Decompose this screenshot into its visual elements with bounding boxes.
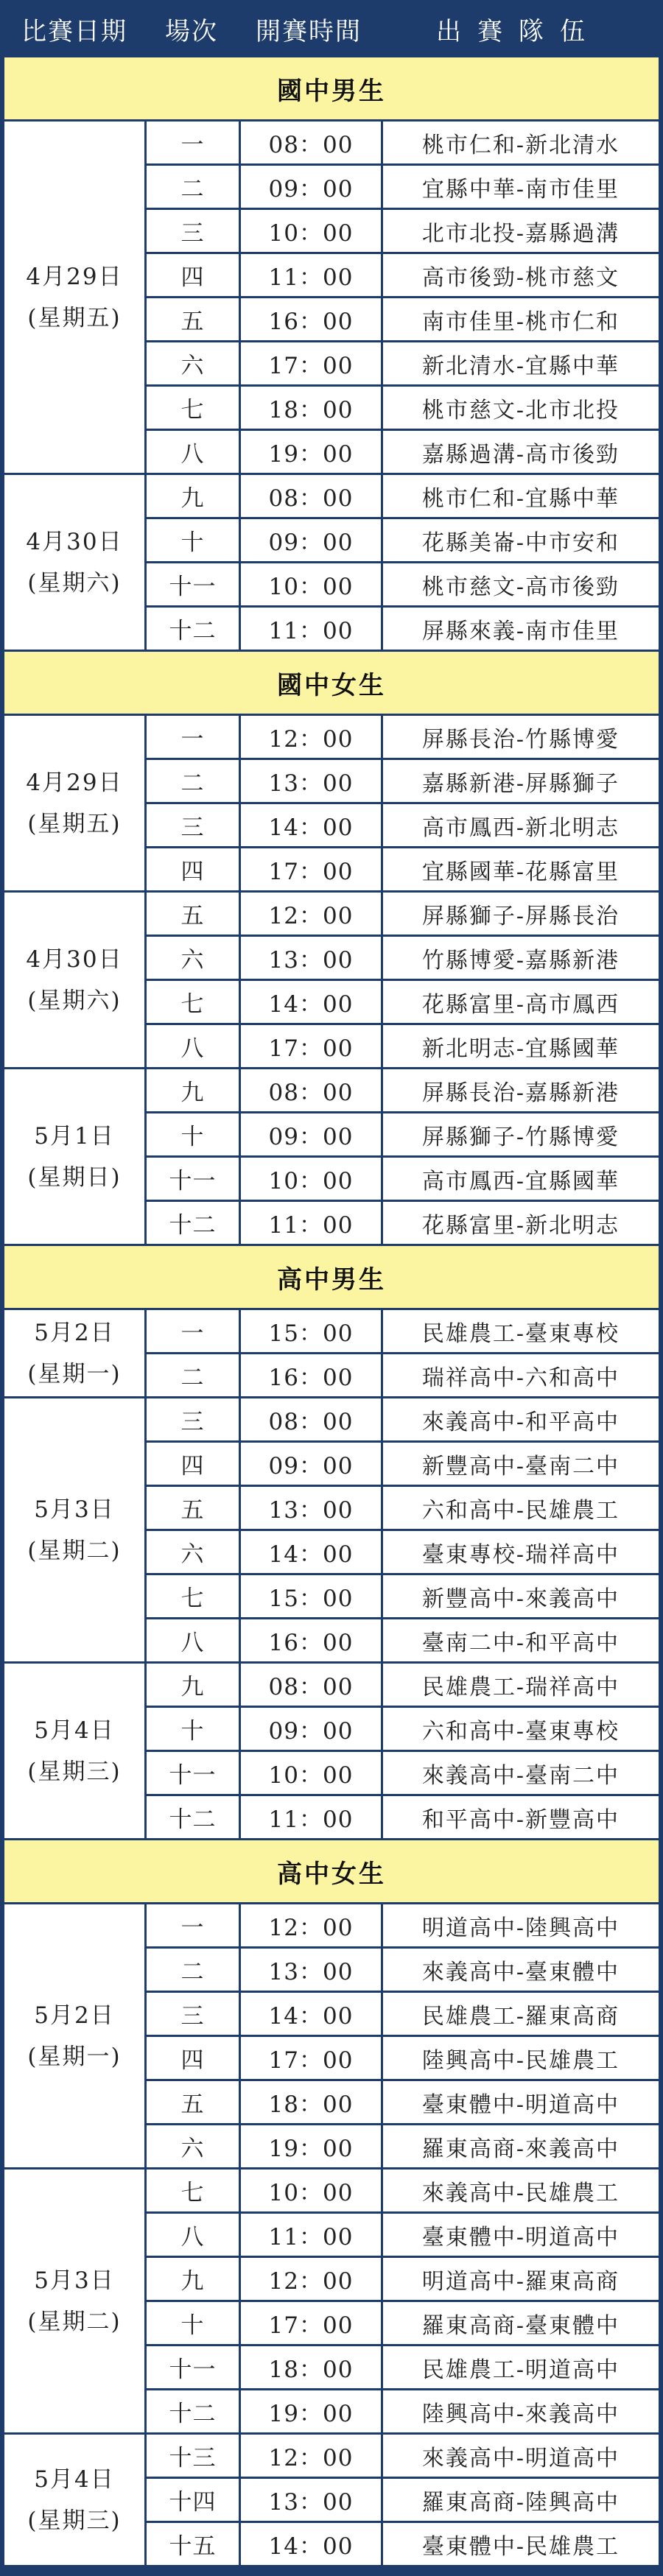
- game-time: 19：00: [241, 2390, 381, 2432]
- day-label: [4, 475, 144, 650]
- game-round: 九: [147, 1664, 239, 1706]
- day-weekday: (星期五): [27, 810, 122, 837]
- game-teams: 花縣美崙-中市安和: [383, 519, 659, 561]
- day-date: 5月1日: [34, 1122, 115, 1150]
- game-rows: [147, 1664, 659, 1838]
- game-time: 08：00: [241, 1398, 381, 1440]
- game-time: 16：00: [241, 1354, 381, 1396]
- day-weekday: (星期一): [27, 1360, 122, 1387]
- day-weekday: (星期六): [27, 569, 122, 597]
- game-teams: 臺東專校-瑞祥高中: [383, 1531, 659, 1573]
- day-label: [4, 122, 144, 473]
- game-teams: 屏縣長治-竹縣博愛: [383, 716, 659, 758]
- game-teams: 臺東體中-民雄農工: [383, 2523, 659, 2565]
- game-time: 14：00: [241, 981, 381, 1023]
- game-teams: 明道高中-陸興高中: [383, 1904, 659, 1946]
- table-row: [147, 2258, 659, 2300]
- game-teams: 桃市仁和-宜縣中華: [383, 475, 659, 517]
- day-block: [4, 475, 659, 650]
- game-teams: 高市後勁-桃市慈文: [383, 254, 659, 296]
- game-time: 10：00: [241, 1752, 381, 1794]
- table-row: [147, 519, 659, 561]
- table-row: [147, 760, 659, 802]
- game-round: 七: [147, 2169, 239, 2211]
- section-title: 國中女生: [4, 652, 659, 714]
- game-round: 十一: [147, 563, 239, 605]
- game-round: 九: [147, 475, 239, 517]
- schedule-sections: [4, 57, 659, 2565]
- game-time: 13：00: [241, 1949, 381, 1991]
- game-round: 二: [147, 1949, 239, 1991]
- table-row: [147, 1949, 659, 1991]
- game-time: 11：00: [241, 1202, 381, 1244]
- game-rows: [147, 122, 659, 473]
- table-row: [147, 342, 659, 384]
- game-teams: 北市北投-嘉縣過溝: [383, 210, 659, 252]
- table-row: [147, 2390, 659, 2432]
- game-time: 14：00: [241, 1531, 381, 1573]
- table-row: [147, 2169, 659, 2211]
- game-time: 12：00: [241, 2435, 381, 2477]
- game-round: 六: [147, 1531, 239, 1573]
- game-round: 一: [147, 716, 239, 758]
- game-time: 08：00: [241, 122, 381, 163]
- game-time: 12：00: [241, 716, 381, 758]
- day-label: [4, 2435, 144, 2565]
- day-block: [4, 893, 659, 1067]
- game-rows: [147, 2435, 659, 2565]
- table-row: [147, 937, 659, 979]
- header-time: 開賽時間: [256, 16, 362, 46]
- game-round: 七: [147, 1575, 239, 1617]
- game-time: 08：00: [241, 475, 381, 517]
- day-date: 5月4日: [34, 1717, 115, 1744]
- table-row: [147, 1069, 659, 1111]
- game-round: 八: [147, 1025, 239, 1067]
- game-teams: 六和高中-臺東專校: [383, 1708, 659, 1750]
- game-round: 十四: [147, 2479, 239, 2521]
- game-teams: 新北清水-宜縣中華: [383, 342, 659, 384]
- game-time: 09：00: [241, 1113, 381, 1155]
- game-teams: 屏縣獅子-竹縣博愛: [383, 1113, 659, 1155]
- table-row: [147, 1531, 659, 1573]
- game-round: 一: [147, 122, 239, 163]
- game-round: 二: [147, 166, 239, 208]
- day-weekday: (星期三): [27, 1758, 122, 1785]
- game-teams: 新豐高中-臺南二中: [383, 1443, 659, 1485]
- game-time: 18：00: [241, 2346, 381, 2388]
- header-round: 場次: [165, 16, 218, 46]
- game-teams: 明道高中-羅東高商: [383, 2258, 659, 2300]
- day-date: 5月3日: [34, 1496, 115, 1523]
- game-time: 09：00: [241, 519, 381, 561]
- table-header: [4, 0, 659, 57]
- game-teams: 花縣富里-高市鳳西: [383, 981, 659, 1023]
- day-date: 4月30日: [26, 946, 123, 973]
- day-date: 4月29日: [26, 769, 123, 796]
- game-time: 08：00: [241, 1664, 381, 1706]
- game-time: 19：00: [241, 2125, 381, 2167]
- table-row: [147, 1796, 659, 1838]
- table-row: [147, 1752, 659, 1794]
- game-teams: 來義高中-和平高中: [383, 1398, 659, 1440]
- table-row: [147, 1993, 659, 2035]
- game-teams: 桃市仁和-新北清水: [383, 122, 659, 163]
- game-time: 12：00: [241, 1904, 381, 1946]
- game-teams: 臺南二中-和平高中: [383, 1619, 659, 1661]
- game-time: 11：00: [241, 1796, 381, 1838]
- game-time: 14：00: [241, 1993, 381, 2035]
- game-round: 十: [147, 1113, 239, 1155]
- game-round: 十一: [147, 2346, 239, 2388]
- game-teams: 桃市慈文-北市北投: [383, 387, 659, 429]
- game-round: 三: [147, 210, 239, 252]
- table-row: [147, 2214, 659, 2256]
- day-date: 5月3日: [34, 2267, 115, 2294]
- game-round: 五: [147, 1487, 239, 1529]
- game-rows: [147, 1904, 659, 2167]
- game-round: 十: [147, 519, 239, 561]
- game-time: 09：00: [241, 1443, 381, 1485]
- game-rows: [147, 2169, 659, 2432]
- game-round: 五: [147, 893, 239, 935]
- table-row: [147, 298, 659, 340]
- game-time: 11：00: [241, 254, 381, 296]
- game-time: 19：00: [241, 431, 381, 473]
- table-row: [147, 2081, 659, 2123]
- game-time: 09：00: [241, 1708, 381, 1750]
- game-round: 三: [147, 1993, 239, 2035]
- game-round: 四: [147, 848, 239, 890]
- game-teams: 竹縣博愛-嘉縣新港: [383, 937, 659, 979]
- game-time: 11：00: [241, 608, 381, 650]
- game-time: 10：00: [241, 2169, 381, 2211]
- game-time: 16：00: [241, 298, 381, 340]
- game-time: 13：00: [241, 2479, 381, 2521]
- table-row: [147, 563, 659, 605]
- game-teams: 宜縣國華-花縣富里: [383, 848, 659, 890]
- table-row: [147, 2523, 659, 2565]
- game-teams: 臺東體中-明道高中: [383, 2081, 659, 2123]
- game-round: 八: [147, 1619, 239, 1661]
- game-round: 十二: [147, 1796, 239, 1838]
- game-round: 十一: [147, 1752, 239, 1794]
- game-round: 十一: [147, 1158, 239, 1200]
- day-date: 4月29日: [26, 263, 123, 290]
- game-round: 九: [147, 1069, 239, 1111]
- game-time: 17：00: [241, 2302, 381, 2344]
- day-block: [4, 2169, 659, 2432]
- game-teams: 瑞祥高中-六和高中: [383, 1354, 659, 1396]
- game-time: 18：00: [241, 2081, 381, 2123]
- game-round: 九: [147, 2258, 239, 2300]
- table-row: [147, 2435, 659, 2477]
- day-weekday: (星期三): [27, 2507, 122, 2534]
- table-row: [147, 2125, 659, 2167]
- game-rows: [147, 1398, 659, 1661]
- game-teams: 羅東高商-陸興高中: [383, 2479, 659, 2521]
- game-round: 十三: [147, 2435, 239, 2477]
- table-row: [147, 2037, 659, 2079]
- day-date: 5月4日: [34, 2466, 115, 2493]
- game-round: 十二: [147, 608, 239, 650]
- game-teams: 和平高中-新豐高中: [383, 1796, 659, 1838]
- day-block: [4, 1664, 659, 1838]
- day-block: [4, 122, 659, 473]
- table-row: [147, 254, 659, 296]
- section-title: 高中女生: [4, 1840, 659, 1902]
- game-teams: 民雄農工-瑞祥高中: [383, 1664, 659, 1706]
- day-label: [4, 1069, 144, 1244]
- table-row: [147, 1619, 659, 1661]
- game-teams: 宜縣中華-南市佳里: [383, 166, 659, 208]
- table-row: [147, 1664, 659, 1706]
- game-teams: 陸興高中-來義高中: [383, 2390, 659, 2432]
- game-round: 八: [147, 2214, 239, 2256]
- game-round: 四: [147, 1443, 239, 1485]
- game-teams: 新北明志-宜縣國華: [383, 1025, 659, 1067]
- game-time: 16：00: [241, 1619, 381, 1661]
- game-round: 五: [147, 298, 239, 340]
- game-teams: 花縣富里-新北明志: [383, 1202, 659, 1244]
- table-row: [147, 2346, 659, 2388]
- game-rows: [147, 1069, 659, 1244]
- table-row: [147, 210, 659, 252]
- game-time: 14：00: [241, 804, 381, 846]
- game-teams: 羅東高商-臺東體中: [383, 2302, 659, 2344]
- game-round: 八: [147, 431, 239, 473]
- game-time: 17：00: [241, 848, 381, 890]
- table-row: [147, 1708, 659, 1750]
- day-label: [4, 2169, 144, 2432]
- table-row: [147, 1113, 659, 1155]
- table-row: [147, 475, 659, 517]
- game-round: 六: [147, 2125, 239, 2167]
- day-weekday: (星期六): [27, 987, 122, 1014]
- day-block: [4, 716, 659, 890]
- game-teams: 民雄農工-明道高中: [383, 2346, 659, 2388]
- game-time: 14：00: [241, 2523, 381, 2565]
- day-weekday: (星期日): [27, 1164, 122, 1191]
- game-teams: 桃市慈文-高市後勁: [383, 563, 659, 605]
- table-row: [147, 893, 659, 935]
- game-time: 13：00: [241, 1487, 381, 1529]
- table-row: [147, 1158, 659, 1200]
- game-time: 13：00: [241, 760, 381, 802]
- table-row: [147, 981, 659, 1023]
- game-round: 二: [147, 1354, 239, 1396]
- table-row: [147, 1310, 659, 1352]
- game-round: 三: [147, 804, 239, 846]
- day-weekday: (星期一): [27, 2043, 122, 2070]
- header-teams: 出賽隊伍: [436, 16, 601, 46]
- game-teams: 臺東體中-明道高中: [383, 2214, 659, 2256]
- game-time: 12：00: [241, 893, 381, 935]
- table-row: [147, 608, 659, 650]
- table-row: [147, 166, 659, 208]
- game-teams: 嘉縣過溝-高市後勁: [383, 431, 659, 473]
- game-round: 四: [147, 2037, 239, 2079]
- table-row: [147, 2302, 659, 2344]
- game-time: 15：00: [241, 1575, 381, 1617]
- game-teams: 民雄農工-臺東專校: [383, 1310, 659, 1352]
- game-teams: 陸興高中-民雄農工: [383, 2037, 659, 2079]
- game-teams: 羅東高商-來義高中: [383, 2125, 659, 2167]
- game-rows: [147, 716, 659, 890]
- game-teams: 來義高中-臺南二中: [383, 1752, 659, 1794]
- day-weekday: (星期二): [27, 1537, 122, 1564]
- game-round: 七: [147, 981, 239, 1023]
- game-teams: 高市鳳西-宜縣國華: [383, 1158, 659, 1200]
- game-time: 09：00: [241, 166, 381, 208]
- game-round: 十五: [147, 2523, 239, 2565]
- day-label: [4, 1904, 144, 2167]
- game-time: 13：00: [241, 937, 381, 979]
- day-block: [4, 1310, 659, 1396]
- game-time: 12：00: [241, 2258, 381, 2300]
- game-teams: 屏縣獅子-屏縣長治: [383, 893, 659, 935]
- day-block: [4, 1069, 659, 1244]
- table-row: [147, 1202, 659, 1244]
- game-round: 十: [147, 2302, 239, 2344]
- game-teams: 高市鳳西-新北明志: [383, 804, 659, 846]
- game-round: 一: [147, 1310, 239, 1352]
- game-rows: [147, 893, 659, 1067]
- game-time: 15：00: [241, 1310, 381, 1352]
- table-row: [147, 431, 659, 473]
- table-row: [147, 1575, 659, 1617]
- game-teams: 六和高中-民雄農工: [383, 1487, 659, 1529]
- table-row: [147, 716, 659, 758]
- day-date: 4月30日: [26, 528, 123, 555]
- table-row: [147, 1025, 659, 1067]
- game-round: 七: [147, 387, 239, 429]
- game-time: 10：00: [241, 1158, 381, 1200]
- day-block: [4, 1398, 659, 1661]
- table-row: [147, 387, 659, 429]
- day-weekday: (星期二): [27, 2308, 122, 2335]
- day-weekday: (星期五): [27, 304, 122, 331]
- game-teams: 民雄農工-羅東高商: [383, 1993, 659, 2035]
- table-row: [147, 1904, 659, 1946]
- game-teams: 來義高中-明道高中: [383, 2435, 659, 2477]
- game-time: 11：00: [241, 2214, 381, 2256]
- game-round: 六: [147, 342, 239, 384]
- table-row: [147, 1398, 659, 1440]
- day-block: [4, 2435, 659, 2565]
- game-teams: 新豐高中-來義高中: [383, 1575, 659, 1617]
- game-time: 10：00: [241, 563, 381, 605]
- day-label: [4, 1398, 144, 1661]
- game-round: 三: [147, 1398, 239, 1440]
- section-title: 國中男生: [4, 57, 659, 119]
- table-row: [147, 1487, 659, 1529]
- table-row: [147, 122, 659, 163]
- game-teams: 南市佳里-桃市仁和: [383, 298, 659, 340]
- game-round: 五: [147, 2081, 239, 2123]
- game-round: 十: [147, 1708, 239, 1750]
- game-round: 四: [147, 254, 239, 296]
- game-rows: [147, 475, 659, 650]
- game-teams: 屏縣來義-南市佳里: [383, 608, 659, 650]
- day-label: [4, 893, 144, 1067]
- game-time: 18：00: [241, 387, 381, 429]
- game-time: 17：00: [241, 1025, 381, 1067]
- game-rows: [147, 1310, 659, 1396]
- game-round: 一: [147, 1904, 239, 1946]
- game-time: 08：00: [241, 1069, 381, 1111]
- header-date: 比賽日期: [21, 16, 127, 46]
- game-teams: 來義高中-臺東體中: [383, 1949, 659, 1991]
- day-date: 5月2日: [34, 2002, 115, 2029]
- table-row: [147, 1443, 659, 1485]
- game-time: 17：00: [241, 342, 381, 384]
- game-teams: 來義高中-民雄農工: [383, 2169, 659, 2211]
- game-round: 六: [147, 937, 239, 979]
- day-block: [4, 1904, 659, 2167]
- section-title: 高中男生: [4, 1246, 659, 1308]
- game-round: 十二: [147, 2390, 239, 2432]
- game-teams: 嘉縣新港-屏縣獅子: [383, 760, 659, 802]
- day-label: [4, 1310, 144, 1396]
- day-label: [4, 1664, 144, 1838]
- game-round: 十二: [147, 1202, 239, 1244]
- table-row: [147, 1354, 659, 1396]
- day-label: [4, 716, 144, 890]
- table-row: [147, 848, 659, 890]
- game-time: 17：00: [241, 2037, 381, 2079]
- table-row: [147, 804, 659, 846]
- game-time: 10：00: [241, 210, 381, 252]
- game-round: 二: [147, 760, 239, 802]
- table-row: [147, 2479, 659, 2521]
- day-date: 5月2日: [34, 1319, 115, 1346]
- game-teams: 屏縣長治-嘉縣新港: [383, 1069, 659, 1111]
